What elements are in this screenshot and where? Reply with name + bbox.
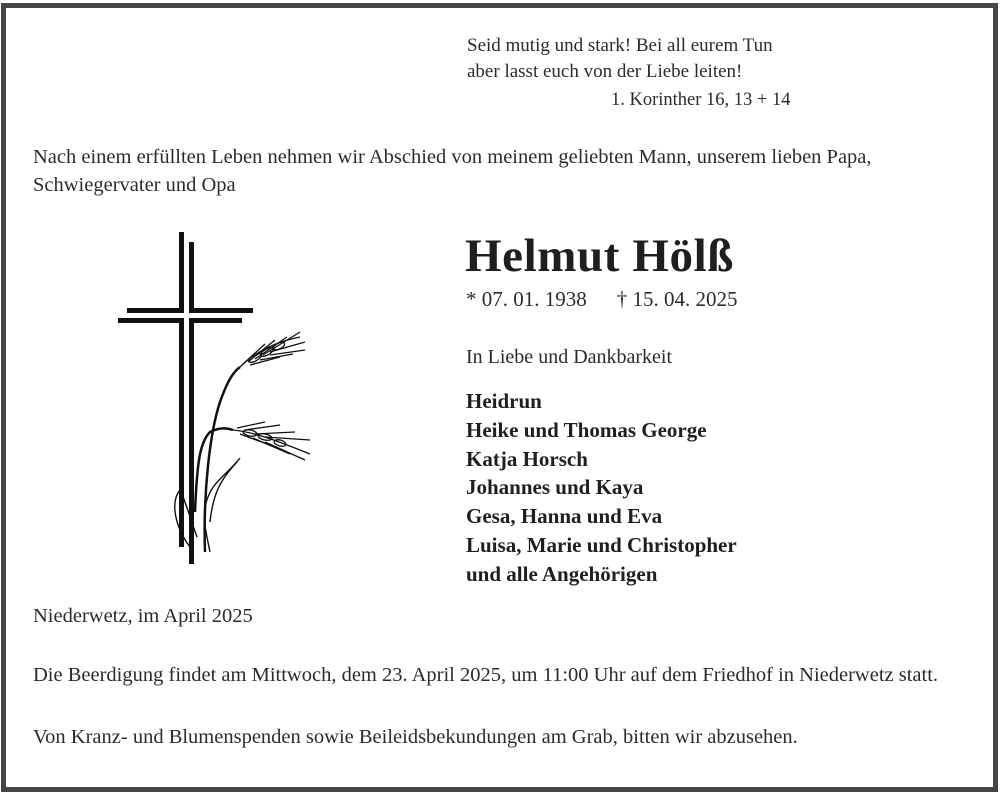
quote-line-1: Seid mutig und stark! Bei all eurem Tun (467, 35, 773, 56)
family-member: Katja Horsch (466, 446, 588, 471)
family-member: Gesa, Hanna und Eva (466, 504, 663, 529)
death-date: † 15. 04. 2025 (616, 287, 738, 311)
quote-reference: 1. Korinther 16, 13 + 14 (611, 90, 791, 110)
intro-text: Nach einem erfüllten Leben nehmen wir Abschied von meinem geliebten Mann, unserem lieben Papa, Schwiegervater und Opa (33, 146, 872, 196)
life-dates (466, 287, 738, 312)
place-date: Niederwetz, im April 2025 (33, 605, 253, 627)
birth-date: * 07. 01. 1938 (466, 287, 587, 311)
dedication: In Liebe und Dankbarkeit (466, 346, 673, 368)
family-member: Johannes und Kaya (466, 475, 644, 500)
deceased-name: Helmut Hölß (465, 230, 735, 282)
family-member: und alle Angehörigen (466, 561, 658, 586)
funeral-info: Die Beerdigung findet am Mittwoch, dem 23. April 2025, um 11:00 Uhr auf dem Friedhof in Niederwetz statt. (33, 664, 939, 686)
family-member: Luisa, Marie und Christopher (466, 532, 737, 557)
quote-line-2: aber lasst euch von der Liebe leiten! (467, 61, 743, 82)
family-member: Heike und Thomas George (466, 417, 707, 442)
family-member: Heidrun (466, 389, 542, 413)
flowers-note: Von Kranz- und Blumenspenden sowie Beileidsbekundungen am Grab, bitten wir abzusehen. (33, 726, 798, 748)
cross-with-wheat-icon (115, 232, 310, 564)
bible-quote (467, 33, 773, 85)
family-list (466, 387, 737, 589)
